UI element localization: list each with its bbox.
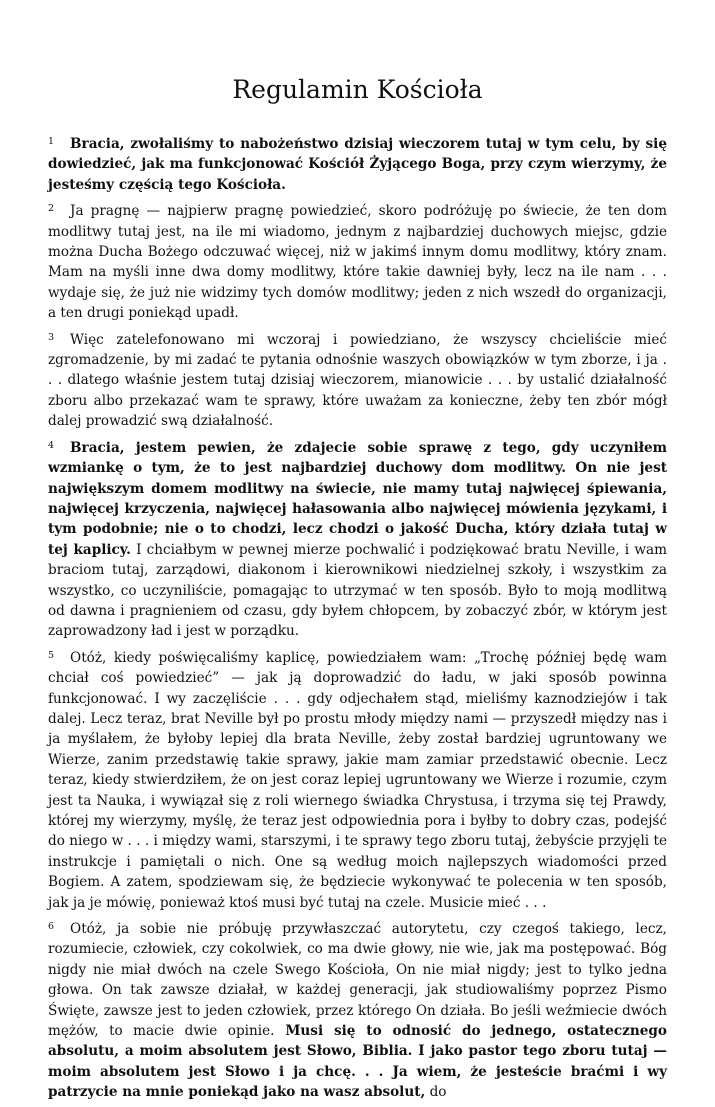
paragraph-4 [48, 436, 667, 642]
paragraph-2 [48, 199, 667, 323]
paragraph-number: 1 [48, 136, 55, 147]
paragraph-text: Więc zatelefonowano mi wczoraj i powiedziano, że wszyscy chcieliście mieć zgromadzenie, by mi zadać te pytania odnośnie waszych obowiązków w tym zborze, i ja . . . dlatego właśnie jestem tutaj dzisiaj wieczorem, mianowicie . . . by ustalić działalność zboru albo przekazać wam te sprawy, które uważam za konieczne, żeby ten zbór mógł dalej prowadzić swą działalność. [48, 331, 667, 430]
paragraph-text-bold: Bracia, jestem pewien, że zdajecie sobie sprawę z tego, gdy uczyniłem wzmiankę o tym, że to jest najbardziej duchowy dom modlitwy. On nie jest największym domem modlitwy na świecie, nie mamy tutaj najwięcej śpiewania, najwięcej krzyczenia, najwięcej hałasowania albo najwięcej mówienia językami, i tym podobnie; nie o to chodzi, lecz chodzi o jakość Ducha, który działa tutaj w tej kaplicy. [48, 439, 667, 558]
paragraph-1 [48, 132, 667, 195]
paragraph-number: 2 [48, 203, 55, 215]
paragraph-text: do [425, 1084, 447, 1101]
paragraph-text: I chciałbym w pewnej mierze pochwalić i podziękować bratu Neville, i wam braciom tutaj, zarządowi, diakonom i kierownikowi niedzielnej szkoły, i wszystkim za wszystko, co uczyniliście, pomagając to utrzymać w ten sposób. Było to moją modlitwą od dawna i pragnieniem od czasu, gdy byłem chłopcem, by zobaczyć zbór, w którym jest zaprowadzony ład i jest w porządku. [48, 541, 667, 640]
paragraph-text: Otóż, ja sobie nie próbuję przywłaszczać autorytetu, czy czegoś takiego, lecz, rozumiecie, człowiek, czy cokolwiek, co ma dwie głowy, nie wie, jak ma postępować. Bóg nigdy nie miał dwóch na czele Swego Kościoła, On nie miał nigdy; jest to tylko jedna głowa. On tak zawsze działał, w każdej generacji, jak studiowaliśmy poprzez Pismo Święte, zawsze jest to jeden człowiek, przez którego On działa. Bo jeśli weźmiecie dwóch mężów, to macie dwie opinie. [48, 921, 667, 1040]
paragraph-text-bold: Musi się to odnosić do jednego, ostatecznego absolutu, a moim absolutem jest Słowo, Biblia. I jako pastor tego zboru tutaj — moim absolutem jest Słowo i ja chcę. . . Ja wiem, że jesteście braćmi i wy patrzycie na mnie poniekąd jako na wasz absolut, [48, 1023, 667, 1101]
paragraph-6 [48, 917, 667, 1103]
paragraph-number: 5 [48, 649, 55, 661]
paragraph-number: 3 [48, 331, 55, 343]
paragraph-number: 4 [48, 439, 55, 451]
paragraph-text: Bracia, zwołaliśmy to nabożeństwo dzisiaj wieczorem tutaj w tym celu, by się dowiedzieć, jak ma funkcjonować Kościół Żyjącego Boga, przy czym wierzymy, że jesteśmy częścią tego Kościoła. [48, 136, 667, 193]
paragraph-5 [48, 646, 667, 913]
paragraph-text: Otóż, kiedy poświęcaliśmy kaplicę, powiedziałem wam: „Trochę później będę wam chciał coś powiedzieć” — jak ją doprowadzić do ładu, w jaki sposób powinna funkcjonować. I wy zaczęliście . . . gdy odjechałem stąd, mieliśmy kaznodziejów i tak dalej. Lecz teraz, brat Neville był po prostu młody między nami — przyszedł między nas i ja myślałem, że byłoby lepiej dla brata Neville, żeby został bardziej ugruntowany we Wierze, zanim przedstawię takie sprawy, jakie mam zamiar przedstawić obecnie. Lecz teraz, kiedy stwierdziłem, że on jest coraz lepiej ugruntowany we Wierze i rozumie, czym jest ta Nauka, i wywiązał się z roli wiernego świadka Chrystusa, i trzyma się tej Prawdy, której my wierzymy, myślę, że teraz jest odpowiednia pora i byłby to dobry czas, podejść do niego w . . . i między wami, starszymi, i te sprawy tego zboru tutaj, żebyście przyjęli te instrukcje i pamiętali o nich. One są według moich najlepszych wiadomości przed Bogiem. A zatem, spodziewam się, że będziecie wykonywać te polecenia w ten sposób, jak ja je mówię, ponieważ ktoś musi być tutaj na czele. Musicie mieć . . . [48, 649, 667, 911]
page-title: Regulamin Kościoła [232, 75, 483, 104]
paragraph-number: 6 [48, 921, 55, 933]
paragraph-text: Ja pragnę — najpierw pragnę powiedzieć, skoro podróżuję po świecie, że ten dom modlitwy tutaj jest, na ile mi wiadomo, jednym z najbardziej duchowych miejsc, gdzie można Ducha Bożego odczuwać więcej, niż w jakimś innym domu modlitwy, który znam. Mam na myśli inne dwa domy modlitwy, które takie dawniej były, lecz na ile nam . . . wydaje się, że już nie widzimy tych domów modlitwy; jeden z nich wszedł do organizacji, a ten drugi poniekąd upadł. [48, 203, 667, 322]
document-body [48, 132, 667, 1107]
paragraph-3 [48, 328, 667, 432]
